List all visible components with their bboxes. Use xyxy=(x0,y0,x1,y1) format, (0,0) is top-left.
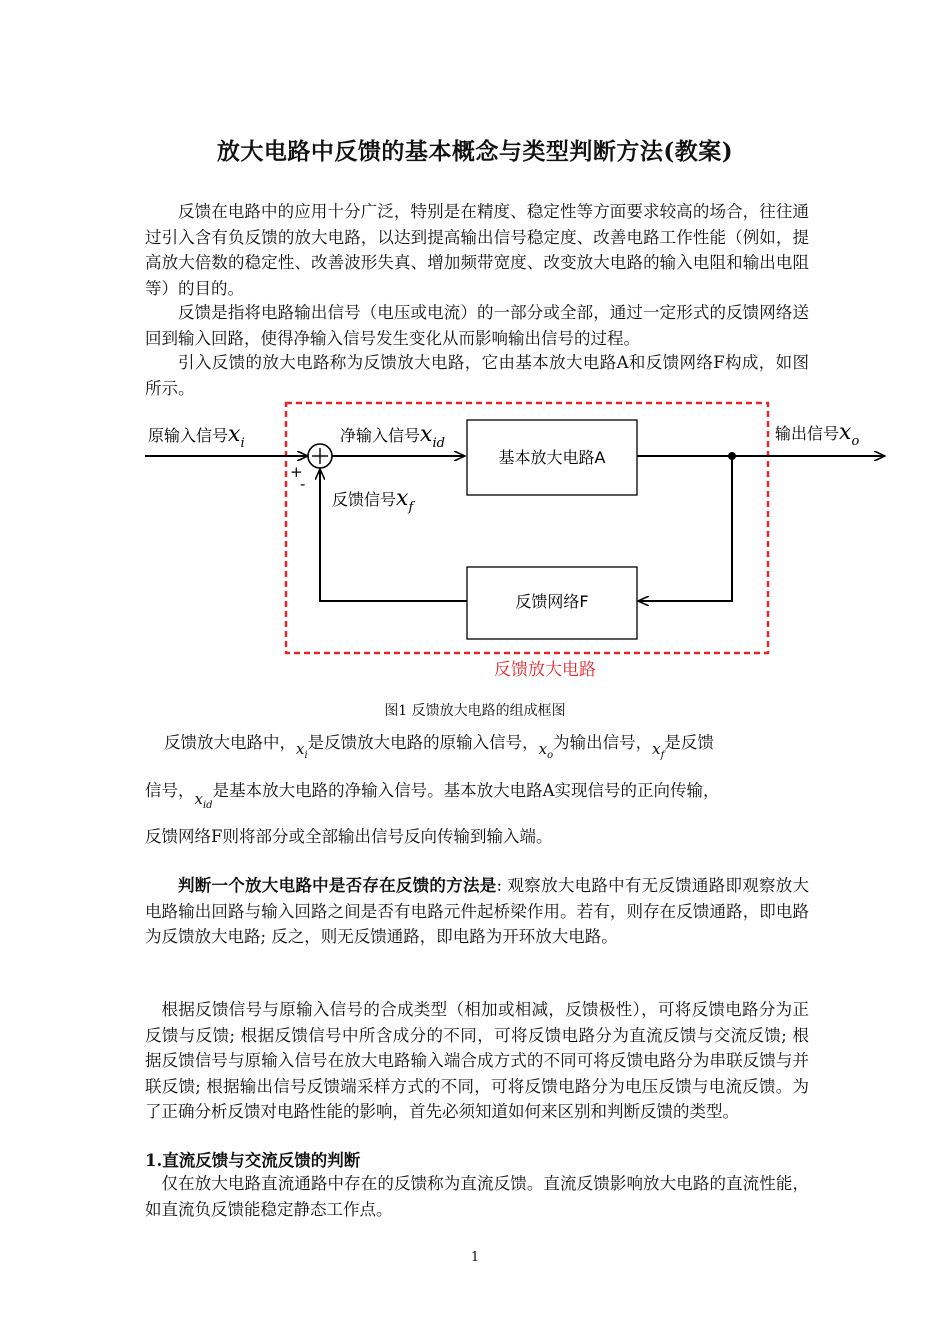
net-input-label: 净输入信号$x_{id}$ xyxy=(340,422,445,451)
feedback-network-label: 反馈网络F xyxy=(515,592,589,611)
basic-amplifier-label: 基本放大电路A xyxy=(498,448,606,467)
plus-sign: + xyxy=(290,463,303,481)
judge-method-bold: 判断一个放大电路中是否存在反馈的方法是 xyxy=(178,876,497,895)
section-1-paragraph: 仅在放大电路直流通路中存在的反馈称为直流反馈。直流反馈影响放大电路的直流性能，如直流负反馈能稳定静态工作点。 xyxy=(145,1174,809,1219)
feedback-sample-line xyxy=(638,456,732,601)
output-signal-label: 输出信号$x_o$ xyxy=(775,420,860,449)
definition-line-1 xyxy=(164,729,828,761)
feedback-types-paragraph: 根据反馈信号与原输入信号的合成类型（相加或相减，反馈极性），可将反馈电路分为正反馈与反馈; 根据反馈信号中所含成分的不同，可将反馈电路分为直流反馈与交流反馈; 根据反馈信号与原输入信号在放大电路输入端合成方式的不同可将反馈电路分为串联反馈与并联反馈; 根据输出信号反馈端采样方式的不同，可将反馈电路分为电压反馈与电流反馈。为了正确分析反馈对电路性能的影响，首先必须知道如何来区别和判断反馈的类型。 xyxy=(145,1000,809,1121)
definition-text: 为输出信号， xyxy=(553,733,653,752)
figure-caption: 图1 反馈放大电路的组成框图 xyxy=(384,703,566,719)
definition-text: 信号， xyxy=(145,781,195,800)
intro-paragraph-1: 反馈在电路中的应用十分广泛，特别是在精度、稳定性等方面要求较高的场合，往往通过引入含有负反馈的放大电路，以达到提高输出信号稳定度、改善电路工作性能（例如，提高放大倍数的稳定性、改善波形失真、增加频带宽度、改变放大电路的输入电阻和输出电阻等）的目的。 xyxy=(145,202,809,298)
symbol-xo: $x_o$ xyxy=(538,740,554,761)
definition-text: 是反馈放大电路的原输入信号， xyxy=(307,733,539,752)
intro-paragraph-3: 引入反馈的放大电路称为反馈放大电路，它由基本放大电路A和反馈网络F构成，如图所示。 xyxy=(145,353,809,398)
definition-line-2 xyxy=(145,777,809,811)
symbol-xf: $x_f$ xyxy=(652,740,665,761)
judge-paragraph xyxy=(145,873,809,950)
feedback-return-line xyxy=(320,469,467,601)
intro-paragraph-2: 反馈是指将电路输出信号（电压或电流）的一部分或全部，通过一定形式的反馈网络送回到输入回路，使得净输入信号发生变化从而影响输出信号的过程。 xyxy=(145,303,809,348)
document-title: 放大电路中反馈的基本概念与类型判断方法(教案) xyxy=(216,138,734,165)
definition-text: 是基本放大电路的净输入信号。基本放大电路A实现信号的正向传输， xyxy=(212,781,720,800)
section-1-heading: 1.直流反馈与交流反馈的判断 xyxy=(145,1151,361,1170)
feedback-signal-label: 反馈信号$x_f$ xyxy=(332,486,414,515)
minus-sign: - xyxy=(300,475,306,493)
feedback-amplifier-diagram xyxy=(140,395,900,685)
page-number: 1 xyxy=(470,1250,480,1265)
input-signal-label: 原输入信号$x_i$ xyxy=(148,422,245,451)
symbol-xid: $x_{id}$ xyxy=(194,790,213,811)
enclosure-label: 反馈放大电路 xyxy=(494,660,596,680)
symbol-xi: $x_i$ xyxy=(296,740,308,761)
definition-text: 反馈放大电路中， xyxy=(164,733,296,752)
definition-line-3: 反馈网络F则将部分或全部输出信号反向传输到输入端。 xyxy=(145,827,553,846)
judge-method-text: : 观察放大电路中有无反馈通路即观察放大电路输出回路与输入回路之间是否有电路元件起桥梁作用。若有，则存在反馈通路，即电路为反馈放大电路; 反之，则无反馈通路，即电路为开环放大电路。 xyxy=(145,876,810,946)
definition-text: 是反馈 xyxy=(664,733,714,752)
